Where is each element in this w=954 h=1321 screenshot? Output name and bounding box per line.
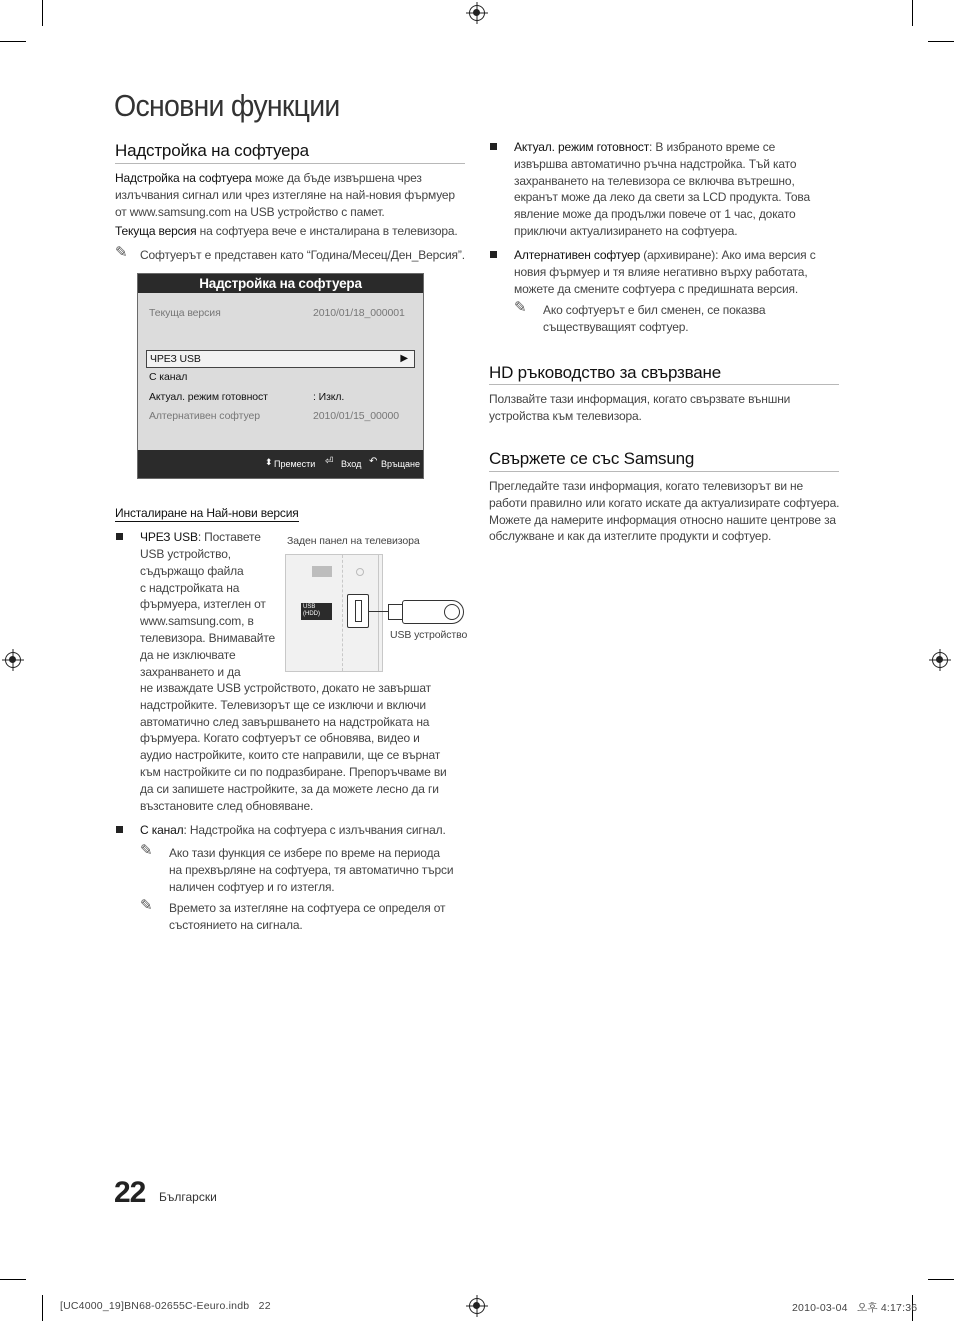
standby-text: : В избраното време се извършва автоматично ръчна надстройка. Тъй като захранването на телевизора се включва вътрешно, екранът може да леко да свети за LCD продукта. Това явление може да продължи повече от 1 час, докато приключи актуализирането на софтуера.: [514, 140, 811, 238]
menu-footer: [138, 450, 423, 478]
usb-wrap-lines: [140, 546, 285, 680]
panel-divider: [342, 555, 343, 671]
page-language: Български: [159, 1190, 217, 1204]
crop-mark: [912, 0, 913, 26]
current-version-paragraph: [115, 223, 465, 240]
software-upgrade-menu: [137, 273, 424, 479]
crop-mark: [928, 1279, 954, 1280]
standby-paragraph: [514, 139, 819, 240]
menu-alternative-value: 2010/01/15_00000: [313, 410, 399, 422]
footer-return: Връщане: [381, 459, 421, 469]
channel-text: : Надстройка на софтуера с излъчвания сигнал.: [183, 823, 446, 837]
usb-text-first: : Поставете: [197, 530, 261, 544]
crop-mark: [0, 1279, 26, 1280]
hd-guide-text: Ползвайте тази информация, когато свързвате външни устройства към телевизора.: [489, 392, 791, 423]
note-pencil-icon: ✎: [140, 842, 153, 859]
registration-mark-icon: [5, 652, 21, 668]
menu-item-by-usb-label: ЧРЕЗ USB: [150, 353, 201, 365]
usb-line: с надстройката на: [140, 580, 240, 595]
usb-line: съдържащо файла: [140, 563, 244, 578]
menu-item-by-usb[interactable]: [146, 350, 415, 368]
usb-line: USB устройство,: [140, 547, 231, 561]
crop-mark: [928, 41, 954, 42]
crop-mark: [42, 0, 43, 26]
bullet-icon: [116, 533, 123, 540]
menu-current-version-label: Текуща версия: [149, 307, 221, 319]
note-pencil-icon: ✎: [514, 299, 527, 316]
channel-paragraph: [140, 822, 470, 839]
current-version-term: Текуща версия: [115, 224, 197, 238]
enter-icon: ⏎: [325, 456, 334, 467]
usb-plug-icon: [388, 604, 403, 620]
panel-port-icon: [356, 568, 364, 576]
usb-port-icon: [347, 594, 369, 628]
diagram-usb-device-label: USB устройство: [390, 629, 468, 641]
intro-term: Надстройка на софтуера: [115, 171, 252, 185]
menu-item-by-channel[interactable]: С канал: [149, 371, 188, 383]
install-heading: Инсталиране на Най-нови версия: [115, 506, 299, 520]
menu-item-standby-mode[interactable]: Актуал. режим готовност: [149, 391, 268, 403]
section-divider: [115, 163, 465, 164]
registration-mark-icon: [469, 1298, 485, 1314]
note-download-time: Времето за изтегляне на софтуера се определя от състоянието на сигнала.: [169, 901, 446, 932]
registration-mark-icon: [469, 5, 485, 21]
usb-term: ЧРЕЗ USB: [140, 530, 198, 544]
crop-mark: [0, 41, 26, 42]
alternative-text: (архивиране): Ако има версия с новия фърмуер и тя влияе негативно върху работата, можете да смените софтуера с предишната версия.: [514, 248, 816, 296]
note-software-changed: Ако софтуерът е бил сменен, се показва съществуващият софтуер.: [543, 303, 766, 334]
section-divider: [489, 471, 839, 472]
footer-enter: Вход: [341, 459, 362, 469]
contact-samsung-text: Прегледайте тази информация, когато телевизорът ви не работи правилно или когато искате да актуализирате софтуера. Можете да намерите информация относно нашите центрове за обслужване и как да изтеглите продукти и софтуер.: [489, 479, 840, 544]
return-icon: ↶: [369, 456, 378, 467]
bullet-icon: [490, 143, 497, 150]
alternative-paragraph: [514, 247, 824, 297]
note-pencil-icon: ✎: [140, 897, 153, 914]
footer-date: 2010-03-04 오후 4:17:36: [792, 1302, 918, 1314]
usb-hdd-port-label: [301, 603, 332, 620]
panel-port-icon: [312, 566, 332, 577]
usb-label-line2: (HDD): [303, 611, 320, 617]
footer-file-info: [UC4000_19]BN68-02655C-Eeuro.indb 22: [60, 1300, 271, 1312]
bullet-icon: [490, 251, 497, 258]
menu-item-alternative-software[interactable]: Алтернативен софтуер: [149, 410, 260, 422]
channel-term: С канал: [140, 823, 184, 837]
crop-mark: [42, 1295, 43, 1321]
page-number: 22: [114, 1176, 146, 1209]
usb-first-line: [140, 529, 280, 546]
menu-title: Надстройка на софтуера: [138, 274, 423, 293]
chapter-title: Основни функции: [114, 88, 340, 123]
move-icon: ⬍: [265, 457, 273, 467]
connection-line: [369, 611, 389, 612]
note-version-format: Софтуерът е представен като “Година/Месец/Ден_Версия”.: [140, 248, 465, 262]
intro-text: може да бъде извършена чрез излъчвания сигнал или чрез изтегляне на най-новия фърмуер от www.samsung.com на USB устройство с памет.: [115, 171, 455, 219]
menu-standby-value: : Изкл.: [313, 391, 345, 403]
footer-move: Премести: [274, 459, 316, 469]
usb-stick-icon: [402, 600, 464, 624]
usb-line: телевизора. Внимавайте: [140, 630, 276, 645]
usb-line: да не изключвате: [140, 647, 236, 662]
alternative-term: Алтернативен софтуер: [514, 248, 641, 262]
menu-current-version-value: 2010/01/18_000001: [313, 307, 405, 319]
standby-term: Актуал. режим готовност: [514, 140, 650, 154]
bullet-icon: [116, 826, 123, 833]
section-divider: [489, 384, 839, 385]
usb-line: www.samsung.com, в: [140, 614, 254, 629]
note-pencil-icon: ✎: [115, 244, 128, 261]
usb-continuation: не изваждате USB устройството, докато не завършат надстройките. Телевизорът ще се изключи и включи автоматично след завършването на надстройката на фърмуера. Когато софтуерът се обновява, видео и аудио настройките, които сте направили, ще се върнат към настройките си по подразбиране. Препоръчваме ви да си запишете настройките, за да можете лесно да ги възстановите след обновяване.: [140, 681, 447, 813]
usb-label-line1: USB: [303, 604, 316, 610]
usb-line: фърмуера, изтеглен от: [140, 597, 266, 612]
current-version-text: на софтуера вече е инсталирана в телевизора.: [196, 224, 458, 238]
registration-mark-icon: [932, 652, 948, 668]
diagram-rear-panel-label: Заден панел на телевизора: [287, 535, 420, 547]
section-title-contact-samsung: Свържете се със Samsung: [489, 449, 695, 468]
menu-arrow-right-icon: ▶: [400, 353, 408, 364]
panel-divider: [378, 555, 379, 671]
usb-line: захранването и да: [140, 664, 241, 679]
section-title-hd-guide: HD ръководство за свързване: [489, 363, 721, 382]
section-title-software-upgrade: Надстройка на софтуера: [115, 141, 309, 160]
intro-paragraph: [115, 170, 465, 220]
note-channel-transfer: Ако тази функция се избере по време на периода на прехвърляне на софтуера, тя автоматично търси наличен софтуер и го изтегля.: [169, 846, 454, 894]
